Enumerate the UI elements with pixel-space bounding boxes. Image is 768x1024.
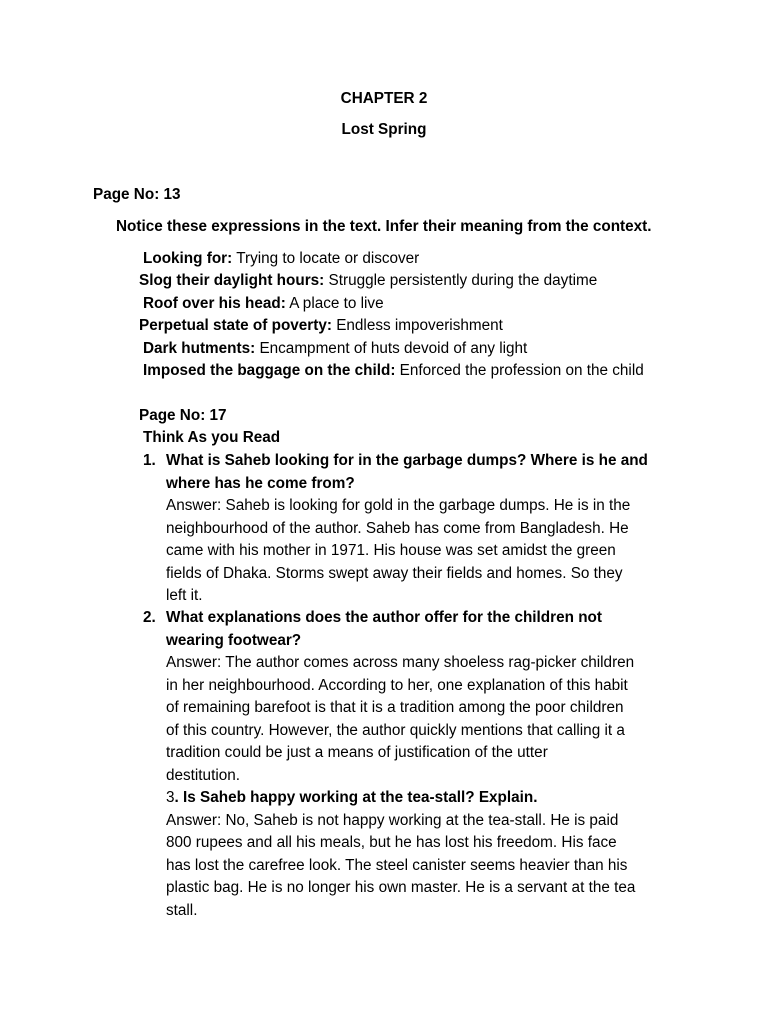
question-number: 1. [143, 452, 156, 469]
expression-item [143, 293, 384, 316]
instruction-text: Notice these expressions in the text. Infer their meaning from the context. [116, 218, 652, 235]
answer-text: of this country. However, the author quickly mentions that calling it a [166, 721, 625, 739]
expression-item [139, 270, 597, 293]
answer-text: fields of Dhaka. Storms swept away their fields and homes. So they [166, 564, 623, 582]
question-number: 2. [143, 609, 156, 626]
answer-text: came with his mother in 1971. His house was set amidst the green [166, 542, 616, 559]
expression-item [139, 315, 503, 338]
answer-text: plastic bag. He is no longer his own master. He is a servant at the tea [166, 879, 636, 896]
expression-term: Looking for: [143, 250, 233, 267]
chapter-title: Lost Spring [341, 121, 427, 138]
question-text: What explanations does the author offer for the children not [166, 609, 602, 626]
answer-text: Answer: No, Saheb is not happy working at the tea-stall. He is paid [166, 811, 619, 829]
expression-item [143, 248, 419, 271]
section-heading: Think As you Read [143, 429, 281, 446]
question-text: where has he come from? [166, 474, 355, 492]
expression-term: Imposed the baggage on the child: [143, 362, 396, 379]
question-text: . Is Saheb happy working at the tea-stall? Explain. [174, 789, 538, 806]
expression-item [143, 360, 644, 383]
answer-text: stall. [166, 901, 198, 919]
expression-meaning: Encampment of huts devoid of any light [259, 340, 528, 357]
answer-text: neighbourhood of the author. Saheb has come from Bangladesh. He [166, 519, 629, 537]
question-line [166, 787, 635, 810]
chapter-heading: CHAPTER 2 [340, 90, 428, 107]
question-1 [166, 450, 648, 608]
question-text: What is Saheb looking for in the garbage dumps? Where is he and [166, 452, 648, 469]
answer-text: tradition could be just a means of justification of the utter [166, 744, 548, 761]
page-number-17: Page No: 17 [139, 407, 227, 424]
expression-term: Slog their daylight hours: [139, 272, 325, 289]
expression-term: Perpetual state of poverty: [139, 317, 332, 334]
question-number: 3 [166, 789, 175, 806]
expression-meaning: Enforced the profession on the child [399, 362, 644, 379]
expression-term: Roof over his head: [143, 295, 286, 312]
question-2 [166, 607, 634, 787]
expression-meaning: Trying to locate or discover [236, 250, 420, 267]
answer-text: Answer: The author comes across many shoeless rag-picker children [166, 654, 635, 671]
answer-text: of remaining barefoot is that it is a tradition among the poor children [166, 699, 624, 716]
answer-text: destitution. [166, 766, 240, 784]
expression-meaning: A place to live [289, 295, 384, 312]
question-text: wearing footwear? [166, 631, 302, 649]
answer-text: has lost the carefree look. The steel canister seems heavier than his [166, 856, 628, 874]
expression-meaning: Endless impoverishment [336, 317, 503, 334]
answer-text: in her neighbourhood. According to her, one explanation of this habit [166, 676, 628, 694]
question-3 [166, 787, 635, 922]
expression-meaning: Struggle persistently during the daytime [328, 272, 598, 289]
answer-text: Answer: Saheb is looking for gold in the garbage dumps. He is in the [166, 497, 631, 514]
answer-text: 800 rupees and all his meals, but he has lost his freedom. His face [166, 834, 617, 851]
expression-item [143, 338, 527, 361]
expression-term: Dark hutments: [143, 340, 256, 357]
answer-text: left it. [166, 587, 203, 604]
page-number-13: Page No: 13 [93, 186, 181, 203]
